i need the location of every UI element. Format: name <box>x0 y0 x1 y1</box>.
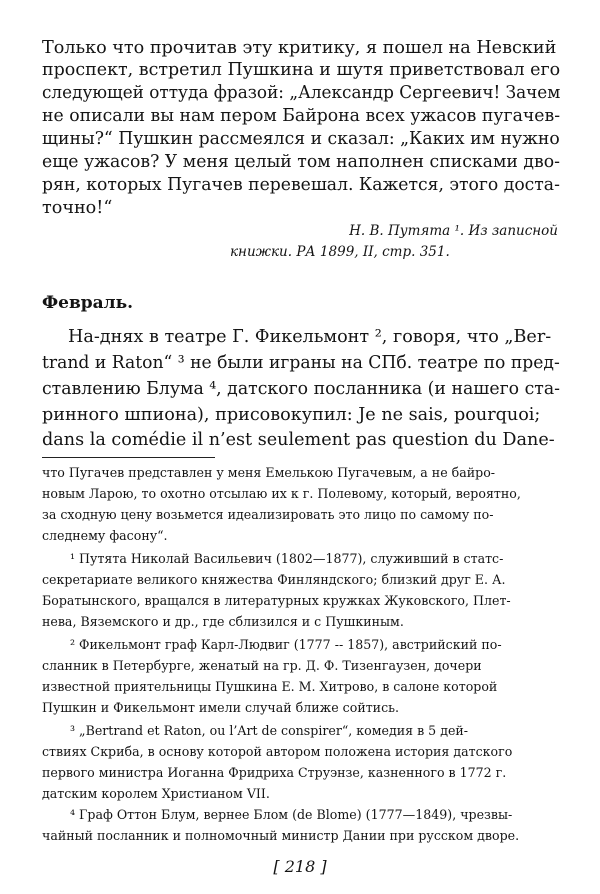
quote-line: еще ужасов? У меня целый том наполнен списками дво- <box>42 152 560 172</box>
body-line: ринного шпиона), присовокупил: Je ne sais, pourquoi; <box>42 405 541 425</box>
quote-line: рян, которых Пугачев перевешал. Кажется, этого доста- <box>42 175 560 195</box>
body-line: ставлению Блума ⁴, датского посланника (и нашего ста- <box>42 379 560 399</box>
footnote-line: нева, Вяземского и др., где сблизился и с Пушкиным. <box>42 614 404 629</box>
footnote-line: Пушкин и Фикельмонт имели случай ближе сойтись. <box>42 700 399 715</box>
footnote-line: первого министра Иоганна Фридриха Струэнзе, казненного в 1772 г. <box>42 765 507 780</box>
footnote-2: ² Фикельмонт граф Карл-Людвиг (1777 -- 1857), австрийский по- <box>70 637 502 652</box>
footnote-rule <box>42 457 215 458</box>
footnote-line: новым Ларою, то охотно отсылаю их к г. Полевому, который, вероятно, <box>42 486 521 501</box>
footnote-line: секретариате великого княжества Финляндского; близкий друг Е. А. <box>42 572 506 587</box>
body-line: dans la comédie il n’est seulement pas question du Dane- <box>42 430 555 450</box>
footnote-line: Боратынского, вращался в литературных кружках Жуковского, Плет- <box>42 593 511 608</box>
footnote-line: датским королем Христианом VII. <box>42 786 270 801</box>
footnote-line: известной приятельницы Пушкина Е. М. Хитрово, в салоне которой <box>42 679 498 694</box>
quote-line: проспект, встретил Пушкина и шутя приветствовал его <box>42 60 561 80</box>
quote-source-cont: книжки. РА 1899, II, стр. 351. <box>230 244 450 260</box>
quote-source: Н. В. Путята ¹. Из записной <box>349 223 558 239</box>
page-number: [ 218 ] <box>273 857 327 876</box>
quote-line: щины?“ Пушкин рассмеялся и сказал: „Каких им нужно <box>42 129 560 149</box>
footnote-line: чайный посланник и полномочный министр Дании при русском дворе. <box>42 828 520 843</box>
footnote-line: следнему фасону“. <box>42 528 168 543</box>
quote-line: не описали вы нам пером Байрона всех ужасов пугачев- <box>42 106 561 126</box>
quote-line: Только что прочитав эту критику, я пошел на Невский <box>42 38 557 58</box>
footnote-line: ствиях Скриба, в основу которой автором положена история датского <box>42 744 513 759</box>
quote-line: следующей оттуда фразой: „Александр Сергеевич! Зачем <box>42 83 561 103</box>
footnote-line: что Пугачев представлен у меня Емелькою Пугачевым, а не байро- <box>42 465 496 480</box>
body-line: trand и Raton“ ³ не были играны на СПб. театре по пред- <box>42 353 560 373</box>
footnote-4: ⁴ Граф Оттон Блум, вернее Блом (de Blome) (1777—1849), чрезвы- <box>70 807 513 822</box>
quote-line: точно!“ <box>42 198 113 218</box>
body-line: На-днях в театре Г. Фикельмонт ², говоря, что „Ber- <box>68 327 552 347</box>
footnote-3: ³ „Bertrand et Raton, ou l’Art de conspirer“, комедия в 5 дей- <box>70 723 469 738</box>
footnote-line: за сходную цену возьмется идеализировать это лицо по самому по- <box>42 507 494 522</box>
footnote-line: сланник в Петербурге, женатый на гр. Д. Ф. Тизенгаузен, дочери <box>42 658 482 673</box>
footnote-1: ¹ Путята Николай Васильевич (1802—1877), служивший в статс- <box>70 551 504 566</box>
section-heading: Февраль. <box>42 293 134 313</box>
